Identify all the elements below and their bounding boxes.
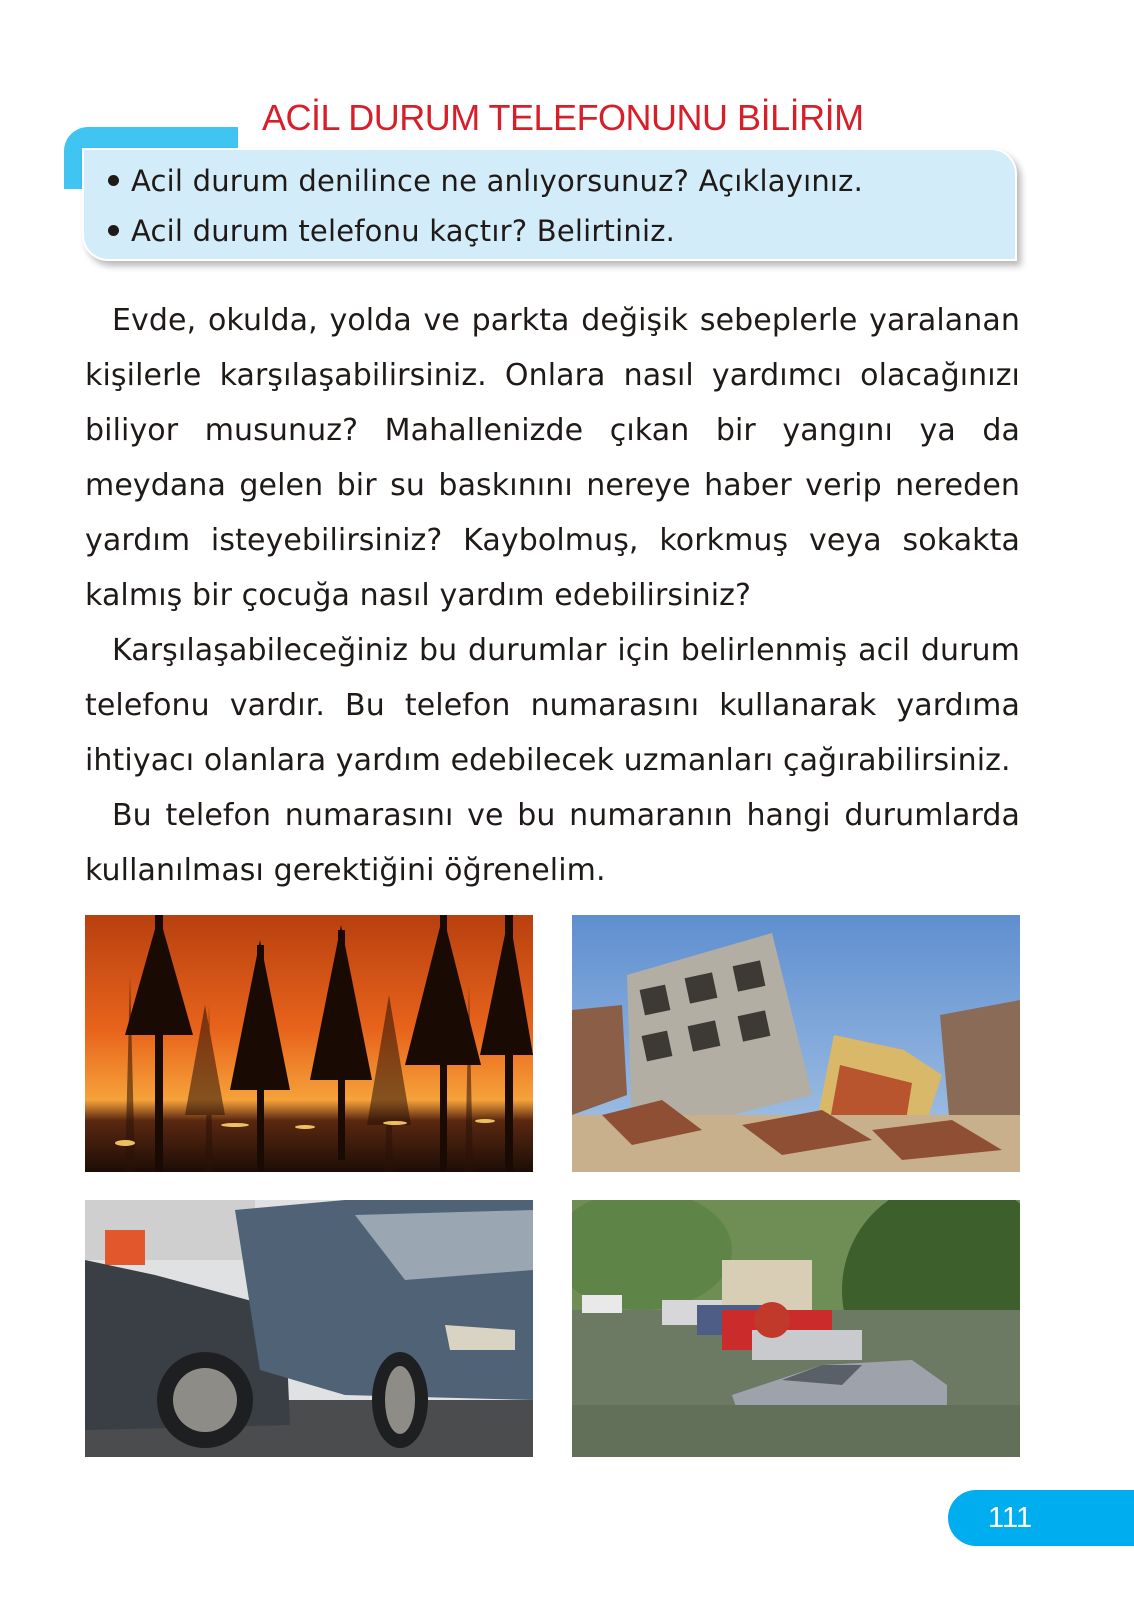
flood-image	[572, 1200, 1020, 1457]
page-number-tab	[948, 1490, 1134, 1546]
bullet-icon	[108, 225, 119, 236]
earthquake-image	[572, 915, 1020, 1172]
paragraph: Evde, okulda, yolda ve parkta değişik sebeplerle yaralanan kişilerle karşılaşabilirsiniz. Onlara nasıl yardımcı olacağınızı biliyor musunuz? Mahallenizde çıkan bir yangını ya da meydana gelen bir su baskınını nereye haber verip nereden yardım isteyebilirsiniz? Kaybolmuş, korkmuş veya sokakta kalmış bir çocuğa nasıl yardım edebilirsiniz?	[85, 303, 1020, 613]
paragraph: Karşılaşabileceğiniz bu durumlar için belirlenmiş acil durum telefonu vardır. Bu telefon numarasını kullanarak yardıma ihtiyacı olanlara yardım edebilecek uzmanları çağırabilirsiniz.	[85, 633, 1020, 778]
question-box	[82, 148, 1017, 261]
question-item: Acil durum denilince ne anlıyorsunuz? Açıklayınız.	[108, 156, 1015, 206]
page-title: ACİL DURUM TELEFONUNU BİLİRİM	[262, 97, 864, 138]
question-item: Acil durum telefonu kaçtır? Belirtiniz.	[108, 206, 1015, 256]
body-text	[85, 293, 1020, 898]
forest-fire-image	[85, 915, 533, 1172]
page-number: 111	[988, 1502, 1033, 1534]
question-list	[84, 150, 1015, 256]
bullet-icon	[108, 175, 119, 186]
paragraph: Bu telefon numarasını ve bu numaranın hangi durumlarda kullanılması gerektiğini öğrenelim.	[85, 798, 1020, 888]
car-accident-image	[85, 1200, 533, 1457]
